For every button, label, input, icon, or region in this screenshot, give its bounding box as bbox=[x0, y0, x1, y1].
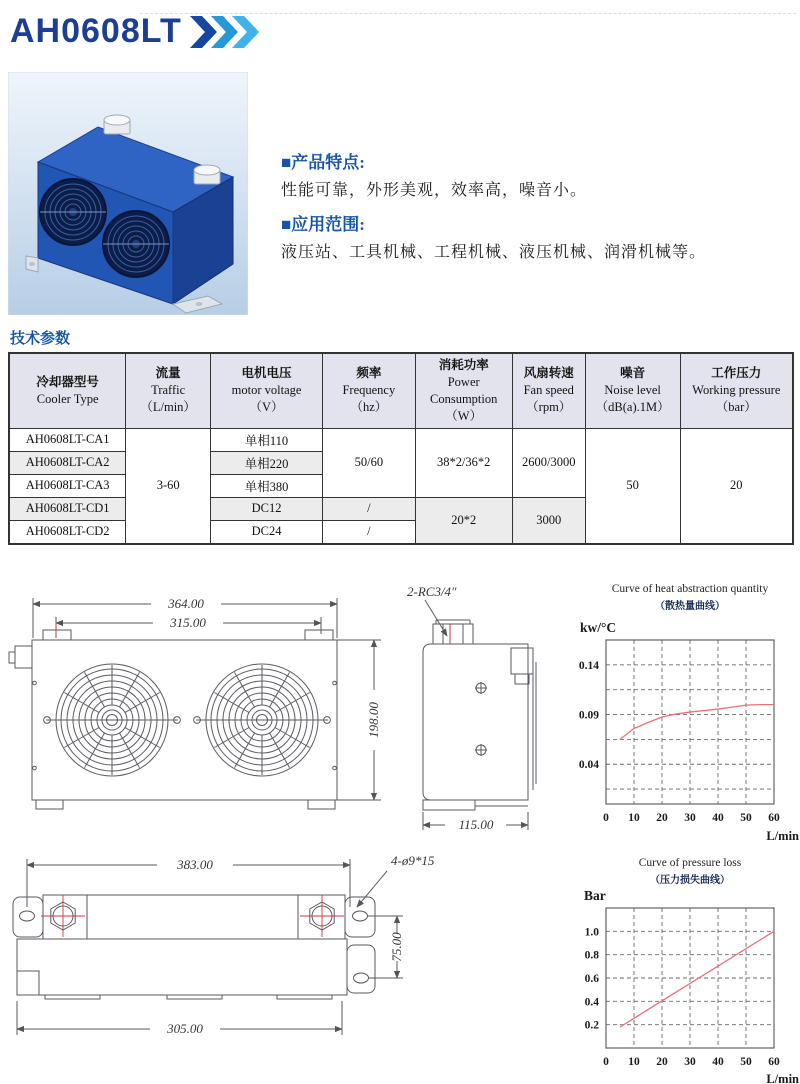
dim-width-inner: 305.00 bbox=[167, 1021, 203, 1036]
chart-label: 10 bbox=[628, 812, 640, 824]
header bbox=[10, 12, 262, 51]
chart-label: 60 bbox=[768, 1056, 780, 1068]
cell-model: AH0608LT-CA3 bbox=[9, 474, 126, 497]
cell-traffic: 3-60 bbox=[126, 428, 211, 544]
cell-voltage: DC12 bbox=[210, 497, 322, 520]
chart-label: 0.8 bbox=[584, 949, 599, 962]
chart-label: 0.04 bbox=[578, 759, 599, 772]
chart-label: 0 bbox=[603, 1056, 609, 1068]
dim-width: 115.00 bbox=[458, 817, 494, 832]
chart-label: 20 bbox=[656, 812, 668, 824]
dim-height: 198.00 bbox=[366, 702, 381, 738]
heat-abstraction-chart bbox=[556, 576, 800, 848]
triple-chevron-right-icon bbox=[190, 16, 262, 48]
top-view-drawing bbox=[5, 845, 485, 1063]
port-fitting bbox=[104, 115, 130, 134]
chart-label: 0.4 bbox=[584, 996, 599, 1009]
cell-voltage: 单相220 bbox=[210, 451, 322, 474]
cell-noise: 50 bbox=[585, 428, 680, 544]
scope-text: 液压站、工具机械、工程机械、液压机械、润滑机械等。 bbox=[281, 244, 707, 261]
cell-frequency-dc: / bbox=[323, 520, 416, 544]
cell-voltage: 单相110 bbox=[210, 428, 322, 451]
cell-power-ac: 38*2/36*2 bbox=[415, 428, 512, 497]
chart-label: 60 bbox=[768, 812, 780, 824]
chart-label: 30 bbox=[684, 812, 696, 824]
page-title: AH0608LT bbox=[10, 12, 182, 50]
col-header-frequency: 频率 Frequency （hz） bbox=[323, 353, 416, 428]
cell-model: AH0608LT-CA2 bbox=[9, 451, 126, 474]
chart-label: 50 bbox=[740, 812, 752, 824]
chart-label: 0.6 bbox=[584, 973, 599, 985]
scope-heading: ■应用范围: bbox=[281, 215, 365, 234]
port-fitting bbox=[194, 165, 220, 184]
features-heading: ■产品特点: bbox=[281, 153, 365, 172]
spec-table bbox=[8, 352, 794, 545]
chart-label: 40 bbox=[712, 812, 724, 824]
product-description bbox=[281, 148, 786, 272]
chart-label: L/min bbox=[766, 1072, 799, 1084]
cell-voltage: DC24 bbox=[210, 520, 322, 544]
col-header-cooler-type: 冷却器型号 Cooler Type bbox=[9, 353, 126, 428]
dim-width-outer: 383.00 bbox=[177, 857, 213, 872]
front-view-drawing bbox=[5, 578, 395, 840]
cell-frequency-ac: 50/60 bbox=[323, 428, 416, 497]
chart-label: Bar bbox=[584, 888, 606, 903]
side-view-drawing bbox=[393, 578, 563, 842]
data-curve bbox=[620, 931, 774, 1027]
product-photo bbox=[8, 72, 248, 315]
col-header-power-consumption: 消耗功率 Power Consumption （W） bbox=[415, 353, 512, 428]
cell-voltage: 单相380 bbox=[210, 474, 322, 497]
chart-label: （散热量曲线） bbox=[655, 601, 725, 612]
cell-power-dc: 20*2 bbox=[415, 497, 512, 544]
chart-label: 0.2 bbox=[584, 1019, 599, 1032]
pressure-loss-chart bbox=[556, 850, 800, 1084]
chart-label: kw/°C bbox=[580, 620, 617, 635]
chart-label: 0.14 bbox=[578, 659, 599, 672]
product-photo-image bbox=[8, 72, 248, 315]
dim-offset: 75.00 bbox=[389, 932, 404, 962]
chart-label: 10 bbox=[628, 1056, 640, 1068]
dim-width-outer: 364.00 bbox=[168, 596, 204, 611]
cell-fan-speed-dc: 3000 bbox=[512, 497, 585, 544]
chart-label: L/min bbox=[766, 829, 799, 843]
port-size-label: 2-RC3/4" bbox=[407, 584, 457, 599]
cell-fan-speed-ac: 2600/3000 bbox=[512, 428, 585, 497]
data-curve bbox=[620, 705, 774, 740]
cell-pressure: 20 bbox=[680, 428, 793, 544]
chart-label: Curve of heat abstraction quantity bbox=[611, 583, 769, 595]
col-header-working-pressure: 工作压力 Working pressure （bar） bbox=[680, 353, 793, 428]
hole-spec-label: 4-ø9*15 bbox=[391, 853, 435, 868]
screw-icon bbox=[475, 682, 487, 694]
col-header-noise-level: 噪音 Noise level （dB(a).1M） bbox=[585, 353, 680, 428]
chart-label: 0 bbox=[603, 812, 609, 824]
chart-label: 40 bbox=[712, 1056, 724, 1068]
cell-model: AH0608LT-CD1 bbox=[9, 497, 126, 520]
col-header-fan-speed: 风扇转速 Fan speed （rpm） bbox=[512, 353, 585, 428]
table-header-row bbox=[9, 353, 793, 428]
chart-label: 1.0 bbox=[584, 926, 599, 939]
section-title: 技术参数 bbox=[10, 330, 71, 347]
screw-icon bbox=[475, 744, 487, 756]
cell-frequency-dc: / bbox=[323, 497, 416, 520]
col-header-traffic: 流量 Traffic （L/min） bbox=[126, 353, 211, 428]
chart-label: 30 bbox=[684, 1056, 696, 1068]
chart-label: Curve of pressure loss bbox=[638, 857, 742, 869]
chart-label: 0.09 bbox=[578, 709, 599, 722]
features-text: 性能可靠，外形美观，效率高，噪音小。 bbox=[281, 182, 588, 199]
chart-label: （压力损失曲线） bbox=[650, 875, 730, 886]
chart-label: 20 bbox=[656, 1056, 668, 1068]
cell-model: AH0608LT-CA1 bbox=[9, 428, 126, 451]
dim-width-inner: 315.00 bbox=[170, 615, 206, 630]
cell-model: AH0608LT-CD2 bbox=[9, 520, 126, 544]
table-row bbox=[9, 428, 793, 451]
col-header-motor-voltage: 电机电压 motor voltage （V） bbox=[210, 353, 322, 428]
chart-label: 50 bbox=[740, 1056, 752, 1068]
